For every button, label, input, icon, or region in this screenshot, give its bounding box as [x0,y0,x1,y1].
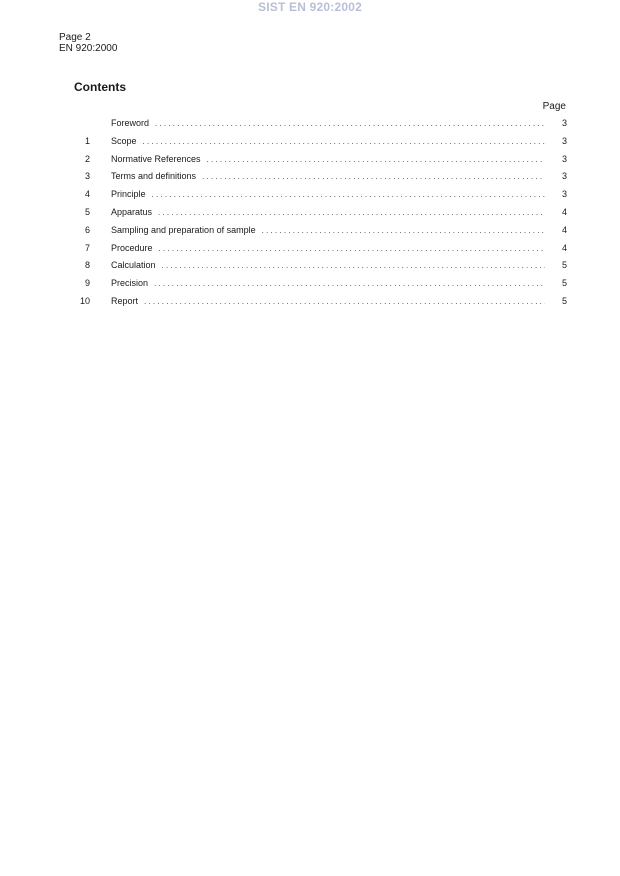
toc-item-page: 3 [561,171,567,182]
toc-entry [111,260,567,270]
toc-item-title: Principle [111,189,146,200]
toc-item[interactable] [0,151,620,169]
toc-dot-leader [143,137,545,146]
toc-dot-leader [159,244,545,253]
toc-entry [111,118,567,128]
toc-item-title: Terms and definitions [111,171,197,182]
toc-dot-leader [154,279,545,288]
toc-item[interactable] [0,257,620,275]
toc-dot-leader [207,155,545,164]
table-of-contents [0,115,620,311]
toc-item-page: 4 [561,206,567,217]
toc-entry [111,225,567,235]
toc-item-title: Scope [111,135,137,146]
toc-item[interactable] [0,168,620,186]
watermark: SIST EN 920:2002 [258,0,362,14]
toc-dot-leader [144,297,545,306]
toc-dot-leader [262,226,545,235]
toc-entry [111,189,567,199]
toc-item-title: Normative References [111,153,201,164]
toc-item[interactable] [0,115,620,133]
toc-entry [111,171,567,181]
toc-item-page: 4 [561,224,567,235]
toc-item-number: 9 [84,278,90,289]
toc-item[interactable] [0,186,620,204]
toc-item-number: 3 [84,171,90,182]
toc-entry [111,278,567,288]
toc-item-number: 2 [84,153,90,164]
toc-item-number: 5 [84,206,90,217]
toc-item-page: 5 [561,295,567,306]
toc-item-page: 3 [561,189,567,200]
toc-item-title: Apparatus [111,206,153,217]
toc-item-number: 1 [84,135,90,146]
toc-item[interactable] [0,275,620,293]
toc-item-page: 4 [561,242,567,253]
toc-item-number: 6 [84,224,90,235]
toc-entry [111,154,567,164]
toc-item-title: Sampling and preparation of sample [111,224,256,235]
toc-item-title: Foreword [111,118,150,128]
toc-dot-leader [202,172,545,181]
toc-dot-leader [158,208,545,217]
page-column-label: Page [542,101,566,112]
toc-item-number: 7 [84,242,90,253]
toc-item[interactable] [0,240,620,258]
toc-entry [111,207,567,217]
toc-item-page: 5 [561,278,567,289]
toc-dot-leader [152,190,545,199]
standard-number: EN 920:2000 [59,43,118,54]
toc-item-page: 3 [561,153,567,164]
toc-item-page: 3 [561,118,567,128]
toc-item[interactable] [0,133,620,151]
toc-item-page: 3 [561,135,567,146]
contents-title: Contents [74,80,126,94]
page-header [59,32,117,54]
toc-item[interactable] [0,293,620,311]
toc-item[interactable] [0,222,620,240]
toc-item[interactable] [0,204,620,222]
toc-entry [111,296,567,306]
toc-item-number: 10 [79,295,90,306]
toc-item-number: 4 [84,189,90,200]
toc-item-title: Report [111,295,139,306]
toc-item-title: Calculation [111,260,156,271]
toc-item-number: 8 [84,260,90,271]
toc-item-page: 5 [561,260,567,271]
toc-entry [111,243,567,253]
toc-dot-leader [162,261,545,270]
toc-entry [111,136,567,146]
toc-item-title: Precision [111,278,149,289]
toc-item-title: Procedure [111,242,153,253]
page-number: Page 2 [59,32,91,43]
toc-dot-leader [155,119,545,128]
